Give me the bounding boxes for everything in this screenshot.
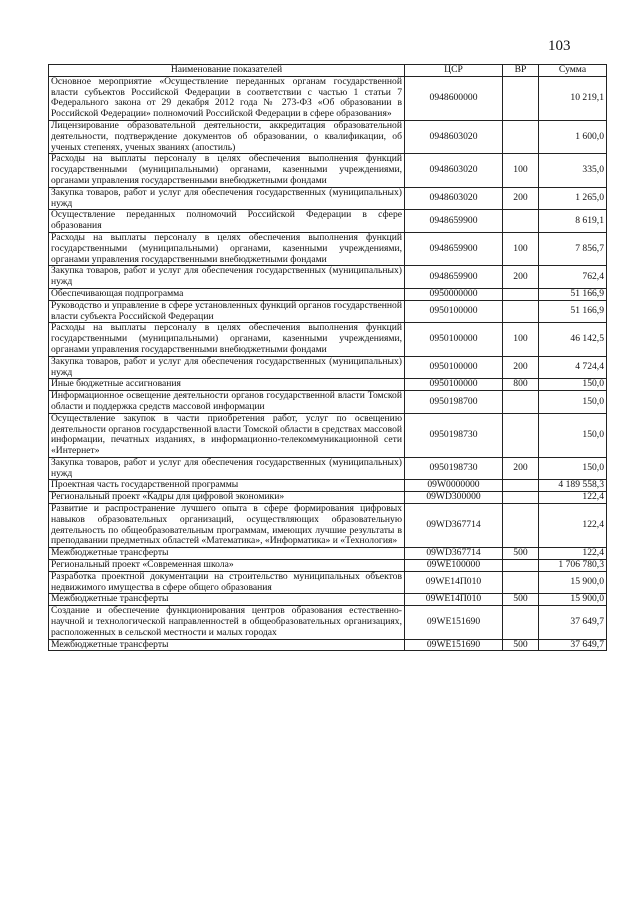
row-csr: 09WE151690 bbox=[405, 639, 503, 651]
row-csr: 0950100000 bbox=[405, 356, 503, 379]
row-vr bbox=[503, 480, 539, 492]
row-csr: 0948659900 bbox=[405, 210, 503, 233]
row-vr bbox=[503, 504, 539, 548]
row-vr bbox=[503, 210, 539, 233]
row-csr: 09WD300000 bbox=[405, 492, 503, 504]
table-header-row bbox=[49, 65, 607, 77]
budget-table bbox=[48, 64, 607, 651]
row-csr: 0948659900 bbox=[405, 266, 503, 289]
row-name: Создание и обеспечение функционирования центров образования естественно-научной и технологической направленностей в общеобразовательных организациях, расположенных в сельской местности и малых городах bbox=[49, 606, 405, 639]
table-row bbox=[49, 594, 607, 606]
table-row bbox=[49, 571, 607, 594]
page-number: 103 bbox=[548, 38, 571, 54]
header-sum: Сумма bbox=[539, 65, 607, 77]
row-name: Руководство и управление в сфере установленных функций органов государственной власти субъекта Российской Федерации bbox=[49, 300, 405, 323]
table-row bbox=[49, 391, 607, 414]
table-row bbox=[49, 232, 607, 265]
row-name: Межбюджетные трансферты bbox=[49, 548, 405, 560]
row-name: Расходы на выплаты персоналу в целях обеспечения выполнения функций государственными (муниципальными) органами, казенными учреждениями, органами управления государственными внебюджетными фондами bbox=[49, 232, 405, 265]
row-name: Региональный проект «Современная школа» bbox=[49, 560, 405, 572]
row-vr bbox=[503, 492, 539, 504]
row-csr: 0948603020 bbox=[405, 187, 503, 210]
row-vr bbox=[503, 571, 539, 594]
row-sum: 8 619,1 bbox=[539, 210, 607, 233]
row-csr: 09WE14П010 bbox=[405, 571, 503, 594]
row-csr: 09WE100000 bbox=[405, 560, 503, 572]
table-row bbox=[49, 504, 607, 548]
row-csr: 09W0000000 bbox=[405, 480, 503, 492]
row-sum: 122,4 bbox=[539, 492, 607, 504]
row-name: Осуществление закупок в части приобретения работ, услуг по освещению деятельности органов государственной власти Томской области в средствах массовой информации, печатных изданиях, в информационно-телекоммуникационной сети «Интернет» bbox=[49, 413, 405, 457]
row-csr: 0950198730 bbox=[405, 457, 503, 480]
row-vr: 100 bbox=[503, 154, 539, 187]
table-row bbox=[49, 413, 607, 457]
row-csr: 09WD367714 bbox=[405, 504, 503, 548]
row-name: Развитие и распространение лучшего опыта в сфере формирования цифровых навыков образовательных организаций, осуществляющих образовательную деятельность по общеобразовательным программам, имеющих лучшие результаты в преподавании предметных областей «Математика», «Информатика» и «Технология» bbox=[49, 504, 405, 548]
table-row bbox=[49, 288, 607, 300]
table-row bbox=[49, 356, 607, 379]
row-sum: 122,4 bbox=[539, 504, 607, 548]
row-csr: 0950198730 bbox=[405, 413, 503, 457]
header-name: Наименование показателей bbox=[49, 65, 405, 77]
table-row bbox=[49, 492, 607, 504]
row-sum: 762,4 bbox=[539, 266, 607, 289]
row-sum: 4 724,4 bbox=[539, 356, 607, 379]
row-vr bbox=[503, 606, 539, 639]
row-vr: 100 bbox=[503, 323, 539, 356]
row-vr bbox=[503, 391, 539, 414]
row-name: Межбюджетные трансферты bbox=[49, 639, 405, 651]
row-sum: 150,0 bbox=[539, 391, 607, 414]
table-row bbox=[49, 639, 607, 651]
row-vr: 800 bbox=[503, 379, 539, 391]
header-csr: ЦСР bbox=[405, 65, 503, 77]
row-name: Лицензирование образовательной деятельности, аккредитация образовательной деятельности, подтверждение документов об образовании, о квалификации, об ученых степенях, ученых званиях (апостиль) bbox=[49, 120, 405, 153]
row-name: Региональный проект «Кадры для цифровой экономики» bbox=[49, 492, 405, 504]
row-name: Расходы на выплаты персоналу в целях обеспечения выполнения функций государственными (муниципальными) органами, казенными учреждениями, органами управления государственными внебюджетными фондами bbox=[49, 323, 405, 356]
row-sum: 1 600,0 bbox=[539, 120, 607, 153]
row-sum: 7 856,7 bbox=[539, 232, 607, 265]
row-sum: 37 649,7 bbox=[539, 606, 607, 639]
row-vr: 500 bbox=[503, 548, 539, 560]
row-name: Иные бюджетные ассигнования bbox=[49, 379, 405, 391]
row-name: Осуществление переданных полномочий Российской Федерации в сфере образования bbox=[49, 210, 405, 233]
row-csr: 0950100000 bbox=[405, 379, 503, 391]
row-sum: 51 166,9 bbox=[539, 288, 607, 300]
row-name: Закупка товаров, работ и услуг для обеспечения государственных (муниципальных) нужд bbox=[49, 356, 405, 379]
row-sum: 1 706 780,3 bbox=[539, 560, 607, 572]
row-csr: 09WE14П010 bbox=[405, 594, 503, 606]
row-sum: 1 265,0 bbox=[539, 187, 607, 210]
row-csr: 0950100000 bbox=[405, 300, 503, 323]
row-csr: 09WD367714 bbox=[405, 548, 503, 560]
row-vr bbox=[503, 300, 539, 323]
row-name: Расходы на выплаты персоналу в целях обеспечения выполнения функций государственными (муниципальными) органами, казенными учреждениями, органами управления государственными внебюджетными фондами bbox=[49, 154, 405, 187]
row-vr: 200 bbox=[503, 187, 539, 210]
row-sum: 150,0 bbox=[539, 457, 607, 480]
row-name: Закупка товаров, работ и услуг для обеспечения государственных (муниципальных) нужд bbox=[49, 187, 405, 210]
row-csr: 0948600000 bbox=[405, 76, 503, 120]
table-row bbox=[49, 266, 607, 289]
row-vr: 200 bbox=[503, 266, 539, 289]
row-csr: 0948603020 bbox=[405, 120, 503, 153]
row-vr: 500 bbox=[503, 639, 539, 651]
row-vr bbox=[503, 560, 539, 572]
table-row bbox=[49, 457, 607, 480]
row-vr bbox=[503, 76, 539, 120]
table-row bbox=[49, 379, 607, 391]
row-name: Межбюджетные трансферты bbox=[49, 594, 405, 606]
row-vr bbox=[503, 413, 539, 457]
row-csr: 0950100000 bbox=[405, 323, 503, 356]
row-sum: 15 900,0 bbox=[539, 594, 607, 606]
header-vr: ВР bbox=[503, 65, 539, 77]
row-name: Закупка товаров, работ и услуг для обеспечения государственных (муниципальных) нужд bbox=[49, 457, 405, 480]
table-body bbox=[49, 76, 607, 651]
table-row bbox=[49, 548, 607, 560]
row-vr: 500 bbox=[503, 594, 539, 606]
row-name: Информационное освещение деятельности органов государственной власти Томской области и поддержка средств массовой информации bbox=[49, 391, 405, 414]
row-csr: 0950000000 bbox=[405, 288, 503, 300]
row-csr: 0950198700 bbox=[405, 391, 503, 414]
row-csr: 09WE151690 bbox=[405, 606, 503, 639]
row-name: Основное мероприятие «Осуществление переданных органам государственной власти субъектов Российской Федерации в соответствии с частью 1 статьи 7 Федерального закона от 29 декабря 2012 года № 273-ФЗ «Об образовании в Российской Федерации» полномочий Российской Федерации в сфере образования» bbox=[49, 76, 405, 120]
table-row bbox=[49, 560, 607, 572]
row-sum: 51 166,9 bbox=[539, 300, 607, 323]
row-sum: 335,0 bbox=[539, 154, 607, 187]
row-sum: 150,0 bbox=[539, 413, 607, 457]
table-row bbox=[49, 187, 607, 210]
row-sum: 122,4 bbox=[539, 548, 607, 560]
table-row bbox=[49, 606, 607, 639]
row-vr: 100 bbox=[503, 232, 539, 265]
table-row bbox=[49, 323, 607, 356]
table-row bbox=[49, 480, 607, 492]
row-name: Проектная часть государственной программы bbox=[49, 480, 405, 492]
row-sum: 150,0 bbox=[539, 379, 607, 391]
table-row bbox=[49, 120, 607, 153]
row-csr: 0948603020 bbox=[405, 154, 503, 187]
row-name: Обеспечивающая подпрограмма bbox=[49, 288, 405, 300]
row-csr: 0948659900 bbox=[405, 232, 503, 265]
row-vr: 200 bbox=[503, 457, 539, 480]
row-name: Закупка товаров, работ и услуг для обеспечения государственных (муниципальных) нужд bbox=[49, 266, 405, 289]
row-sum: 15 900,0 bbox=[539, 571, 607, 594]
table-row bbox=[49, 210, 607, 233]
table-row bbox=[49, 300, 607, 323]
row-vr bbox=[503, 120, 539, 153]
row-sum: 10 219,1 bbox=[539, 76, 607, 120]
row-name: Разработка проектной документации на строительство муниципальных объектов недвижимого имущества в сфере общего образования bbox=[49, 571, 405, 594]
table-row bbox=[49, 76, 607, 120]
row-sum: 46 142,5 bbox=[539, 323, 607, 356]
row-vr bbox=[503, 288, 539, 300]
row-sum: 37 649,7 bbox=[539, 639, 607, 651]
row-sum: 4 189 558,3 bbox=[539, 480, 607, 492]
table-row bbox=[49, 154, 607, 187]
row-vr: 200 bbox=[503, 356, 539, 379]
